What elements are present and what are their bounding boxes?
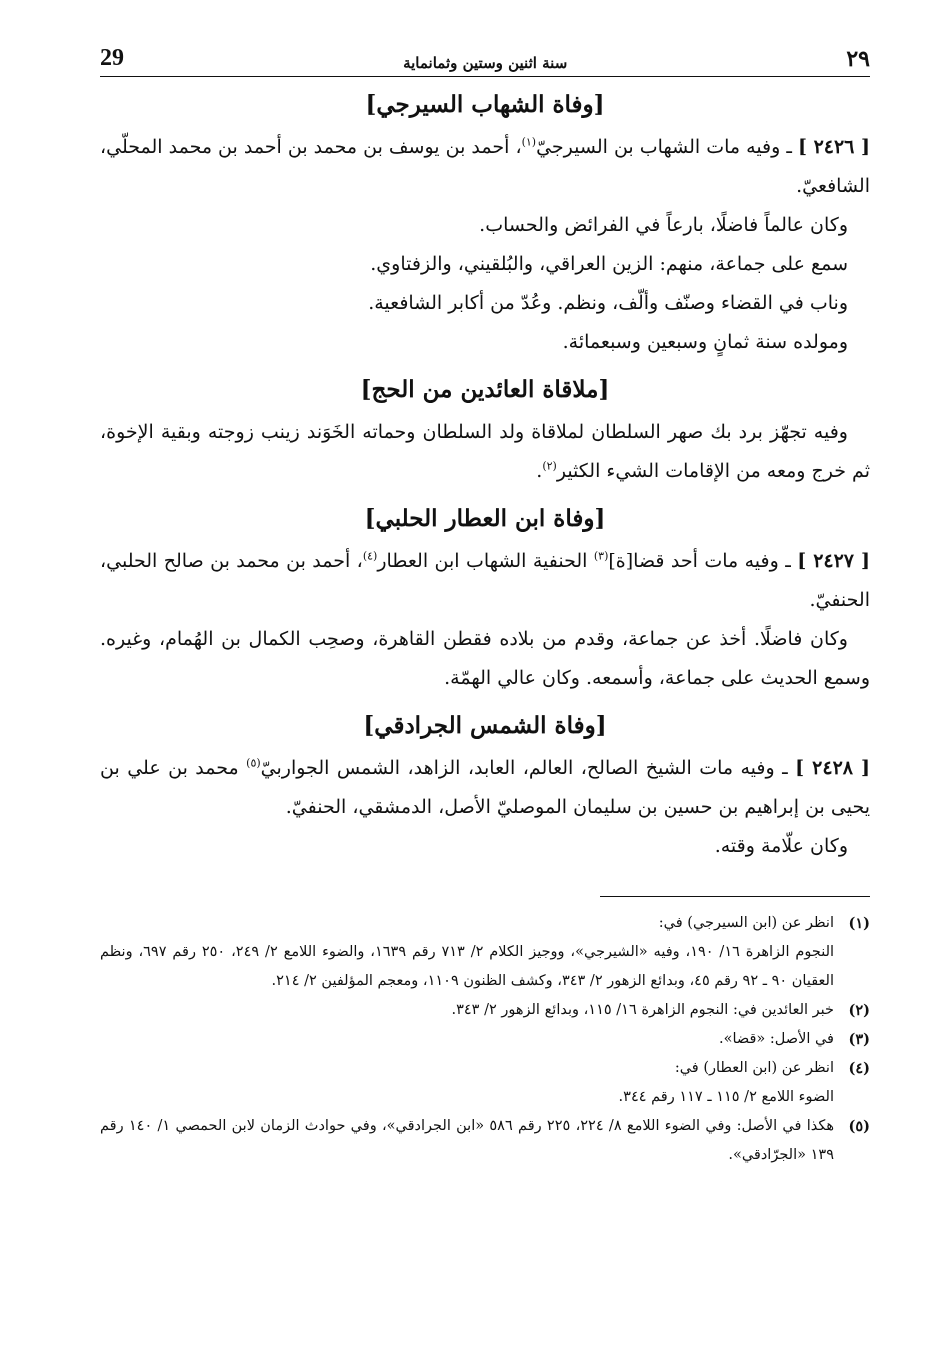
footnote-mark: (٢) [848,1002,870,1019]
text-line: سمع على جماعة، منهم: الزين العراقي، والبُلقيني، والزفتاوي. [370,253,848,275]
entry-text: الحنفية الشهاب ابن العطار [377,550,594,572]
footnote-text: خبر العائدين في: النجوم الزاهرة ١٦/ ١١٥، وبدائع الزهور ٢/ ٣٤٣. [451,1002,834,1018]
entry-text: ، أحمد بن يوسف بن محمد بن أحمد بن محمد المحلّي، الشافعيّ. [100,136,870,197]
section-heading: [وفاة الشمس الجرادقي] [363,712,607,739]
footnote-item [100,1054,870,1112]
running-title: سنة اثنين وستين وثمانماية [403,54,568,72]
entry-text: محمد بن علي بن يحيى بن إبراهيم بن حسين بن سليمان الموصليّ الأصل، الدمشقي، الحنفيّ. [100,757,870,818]
entry-text: ، أحمد بن محمد بن صالح الحلبي، الحنفيّ. [100,550,870,611]
footnote-item [100,996,870,1025]
footnote-ref[interactable]: (٣) [593,549,609,563]
footnote-ref[interactable]: (١) [521,135,537,149]
section-heading: [ملاقاة العائدين من الحج] [360,376,610,403]
page-number-latin: 29 [100,45,124,71]
entry-number: [ ٢٤٢٦ ] [797,136,870,158]
text-line: وناب في القضاء وصنّف وألّف، ونظم. وعُدّ من أكابر الشافعية. [368,292,848,314]
text-line: وكان عالماً فاضلًا، بارعاً في الفرائض والحساب. [479,214,848,236]
footnote-text-line: الضوء اللامع ٢/ ١١٥ ـ ١١٧ رقم ٣٤٤. [618,1089,834,1105]
main-text [100,91,870,866]
text-line: ومولده سنة ثمانٍ وسبعين وسبعمائة. [562,331,848,353]
footnote-mark: (٣) [848,1031,870,1048]
entry-text: ـ وفيه مات الشهاب بن السيرجيّ [536,136,798,158]
text-paragraph: وكان فاضلًا. أخذ عن جماعة، وقدم من بلاده فقطن القاهرة، وصحِب الكمال بن الهُمام، وغيره. وسمع الحديث على جماعة، وأسمعه. وكان عالي الهمّة. [100,628,870,689]
footnote-text [100,909,834,996]
footnotes [100,896,870,1170]
footnote-ref[interactable]: (٢) [542,459,557,473]
page-number-arabic: ٢٩ [846,46,870,72]
page-header [100,34,870,77]
entry-number: [ ٢٤٢٨ ] [795,757,870,779]
entry-paragraph [100,542,870,620]
footnote-mark: (٥) [848,1118,870,1135]
footnote-text [100,1054,834,1112]
footnote-text: في الأصل: «قضا». [719,1031,834,1047]
text-line: وكان علّامة وقته. [714,835,848,857]
text-paragraph [100,413,870,491]
section-heading: [وفاة الشهاب السيرجي] [365,91,605,118]
footnote-ref[interactable]: (٥) [246,756,261,770]
footnote-text-line: النجوم الزاهرة ١٦/ ١٩٠، وفيه «الشيرجي»، ووجيز الكلام ٢/ ٧١٣ رقم ١٦٣٩، والضوء اللامع ٢/ ٢٤٩، ٢٥٠ رقم ٦٩٧، ونظم العقيان ٩٠ ـ ٩٢ رقم ٤٥، وبدائع الزهور ٢/ ٣٤٣، وكشف الظنون ١١٠٩، ومعجم المؤلفين ٢/ ٢١٤. [100,944,835,989]
entry-number: [ ٢٤٢٧ ] [797,550,870,572]
footnote-item [100,909,870,996]
paragraph-text: . [536,460,543,482]
footnote-mark: (٤) [848,1060,870,1077]
section-heading: [وفاة ابن العطار الحلبي] [364,505,606,532]
footnote-mark: (١) [848,915,870,932]
entry-text: ـ وفيه مات أحد قضا[ة] [608,550,798,572]
footnote-item [100,1112,870,1170]
paragraph-text: وفيه تجهّز برد بك صهر السلطان لملاقاة ولد السلطان وحماته الخَوَند زينب زوجته وبقية الإخوة، ثم خرج ومعه من الإقامات الشيء الكثير [100,421,870,482]
entry-paragraph [100,128,870,206]
footnote-ref[interactable]: (٤) [362,549,378,563]
footnote-text: هكذا في الأصل: وفي الضوء اللامع ٨/ ٢٢٤، ٢٢٥ رقم ٥٨٦ «ابن الجرادقي»، وفي حوادث الزمان لابن الحمصي ١/ ١٤٠ رقم ١٣٩ «الجرّادقي». [100,1118,835,1163]
footnote-text-line: انظر عن (ابن العطار) في: [674,1060,834,1076]
entry-paragraph [100,749,870,827]
footnote-separator [600,896,870,897]
footnote-item [100,1025,870,1054]
entry-text: ـ وفيه مات الشيخ الصالح، العالم، العابد، الزاهد، الشمس الجواربيّ [260,757,796,779]
footnote-text-line: انظر عن (ابن السيرجي) في: [658,915,834,931]
